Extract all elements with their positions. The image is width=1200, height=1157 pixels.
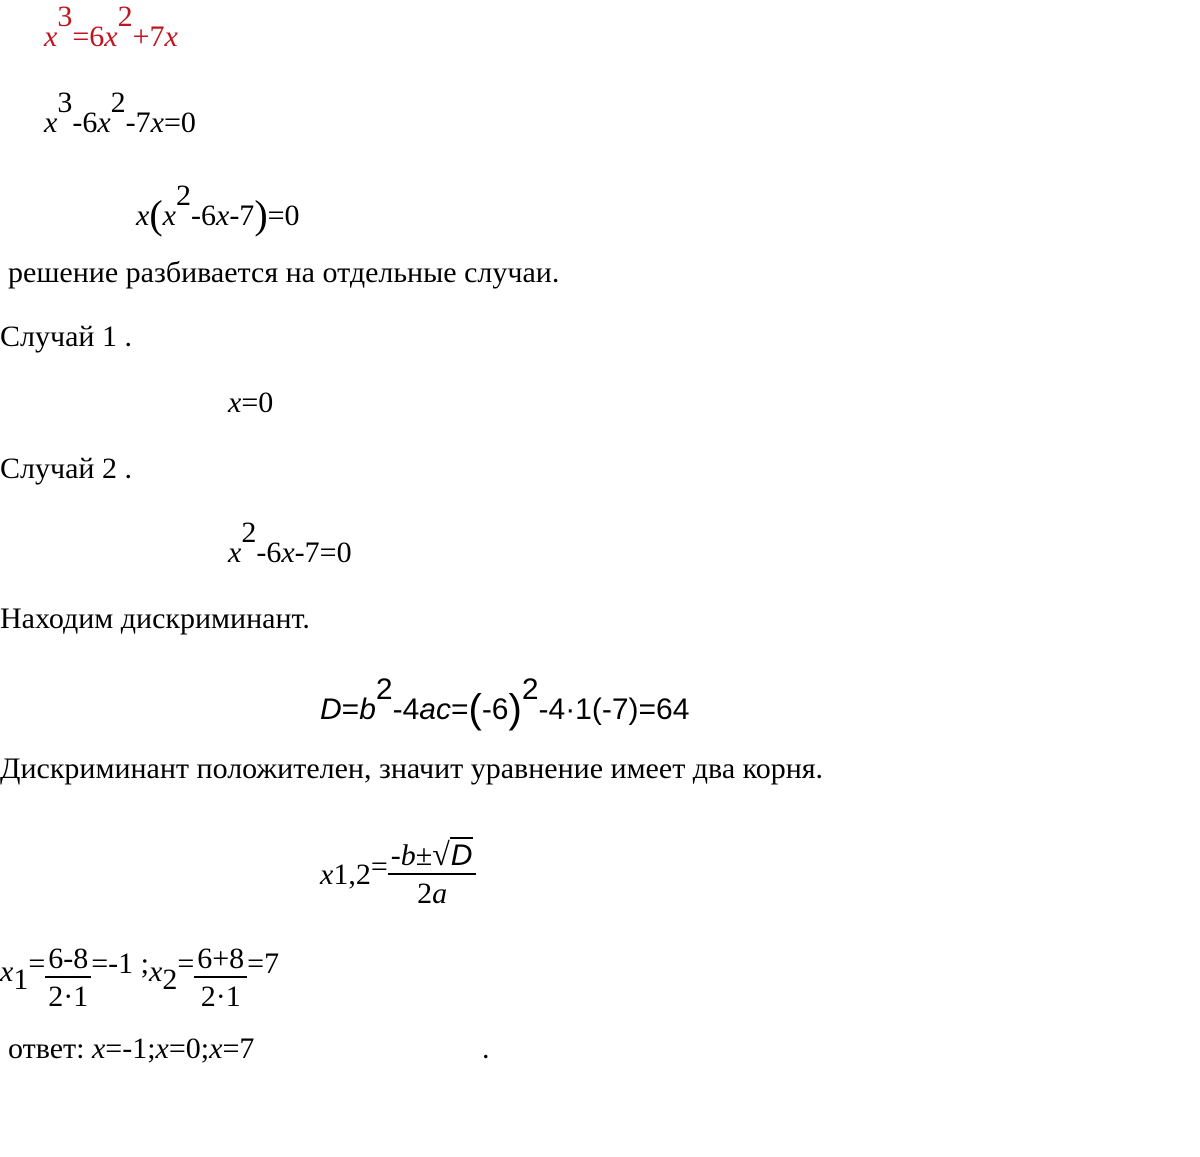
var-x: x: [44, 106, 58, 139]
case-1-equation: [228, 388, 273, 418]
equation-factored: [136, 179, 300, 237]
var-x: x: [97, 106, 111, 139]
left-paren: (: [468, 687, 482, 731]
var-x: x: [91, 1032, 106, 1065]
answer-label: ответ:: [8, 1032, 92, 1065]
exponent: 2: [117, 0, 133, 33]
right-paren: ): [508, 687, 522, 731]
term: -6: [72, 106, 98, 139]
var-x: x: [281, 536, 295, 569]
term: =6: [72, 20, 105, 53]
term: -6: [190, 199, 216, 232]
var-b: b: [359, 693, 376, 726]
var-x: x: [228, 536, 242, 569]
var-x: x: [155, 1032, 169, 1065]
fraction-root-2: [194, 944, 247, 1012]
equals: =: [28, 946, 46, 980]
var-x: x: [228, 386, 242, 419]
plus-minus-sign: ±: [415, 839, 433, 872]
subscript: 2: [162, 962, 178, 996]
fraction: [388, 838, 477, 909]
fraction-denominator: [388, 875, 477, 909]
term: =0;: [168, 1032, 210, 1065]
var-x: x: [209, 1032, 223, 1065]
roots-line: [0, 932, 280, 1013]
term: 2: [417, 877, 433, 910]
equation-initial: [44, 0, 178, 53]
var-D: D: [320, 693, 342, 726]
var-D: D: [450, 839, 473, 872]
term: -7: [229, 199, 255, 232]
term: =7: [222, 1032, 255, 1065]
fraction-root-1: [45, 944, 91, 1012]
var-x: x: [215, 199, 230, 232]
var-x: x: [162, 199, 176, 232]
term: -4: [392, 693, 420, 726]
term: -7: [125, 106, 151, 139]
equals: =: [370, 850, 388, 884]
square-root: [432, 838, 473, 871]
exponent: 3: [57, 86, 73, 119]
result: =-1 ;: [91, 946, 149, 980]
fraction-denominator: 2·1: [200, 980, 241, 1013]
fraction-numerator: 6+8: [194, 944, 247, 978]
var-b: b: [400, 839, 416, 872]
term: =: [450, 693, 469, 726]
var-x: x: [0, 954, 14, 988]
var-x: x: [149, 954, 163, 988]
exponent: 2: [521, 673, 539, 706]
equation-rearranged: [44, 86, 196, 139]
equals: =: [177, 946, 195, 980]
var-a: a: [432, 877, 448, 910]
fraction-numerator: [388, 838, 477, 875]
term: -6: [481, 693, 509, 726]
radicand: [450, 837, 474, 872]
term: -6: [256, 536, 282, 569]
right-paren: ): [254, 192, 268, 237]
term: =: [341, 693, 360, 726]
exponent: 3: [57, 0, 73, 33]
subscript: 1: [13, 962, 29, 996]
var-x: x: [164, 20, 178, 53]
var-x: x: [104, 20, 118, 53]
case-1-label: Случай 1 .: [0, 320, 132, 353]
term: =-1;: [105, 1032, 156, 1065]
trailing-dot: .: [482, 1032, 490, 1065]
exponent: 2: [110, 86, 126, 119]
term: =0: [241, 386, 274, 419]
exponent: 2: [375, 673, 393, 706]
term: -7=0: [294, 536, 352, 569]
var-x: x: [136, 199, 150, 232]
case-2-label: Случай 2 .: [0, 452, 132, 485]
result: =7: [247, 946, 280, 980]
var-x: x: [44, 20, 58, 53]
text-two-roots: Дискриминант положителен, значит уравнение имеет два корня.: [0, 752, 824, 785]
var-x: x: [320, 858, 334, 892]
term: =0: [267, 199, 300, 232]
left-paren: (: [149, 192, 163, 237]
answer-line: [8, 1034, 254, 1064]
radical-icon: √: [432, 836, 450, 872]
var-x: x: [150, 106, 164, 139]
subscript: 1,2: [333, 858, 371, 892]
text-discriminant: Находим дискриминант.: [0, 602, 310, 635]
term: +7: [132, 20, 165, 53]
exponent: 2: [175, 179, 191, 212]
quadratic-formula: [320, 826, 476, 910]
var-ac: ac: [419, 693, 451, 726]
exponent: 2: [241, 516, 257, 549]
text-cases-intro: решение разбивается на отдельные случаи.: [8, 256, 560, 289]
term: -4·1(-7)=64: [538, 693, 690, 726]
fraction-denominator: 2·1: [48, 980, 89, 1013]
minus-sign: -: [390, 839, 401, 872]
fraction-numerator: 6-8: [45, 944, 91, 978]
term: =0: [163, 106, 196, 139]
case-2-equation: [228, 516, 352, 569]
discriminant-equation: [320, 673, 690, 731]
